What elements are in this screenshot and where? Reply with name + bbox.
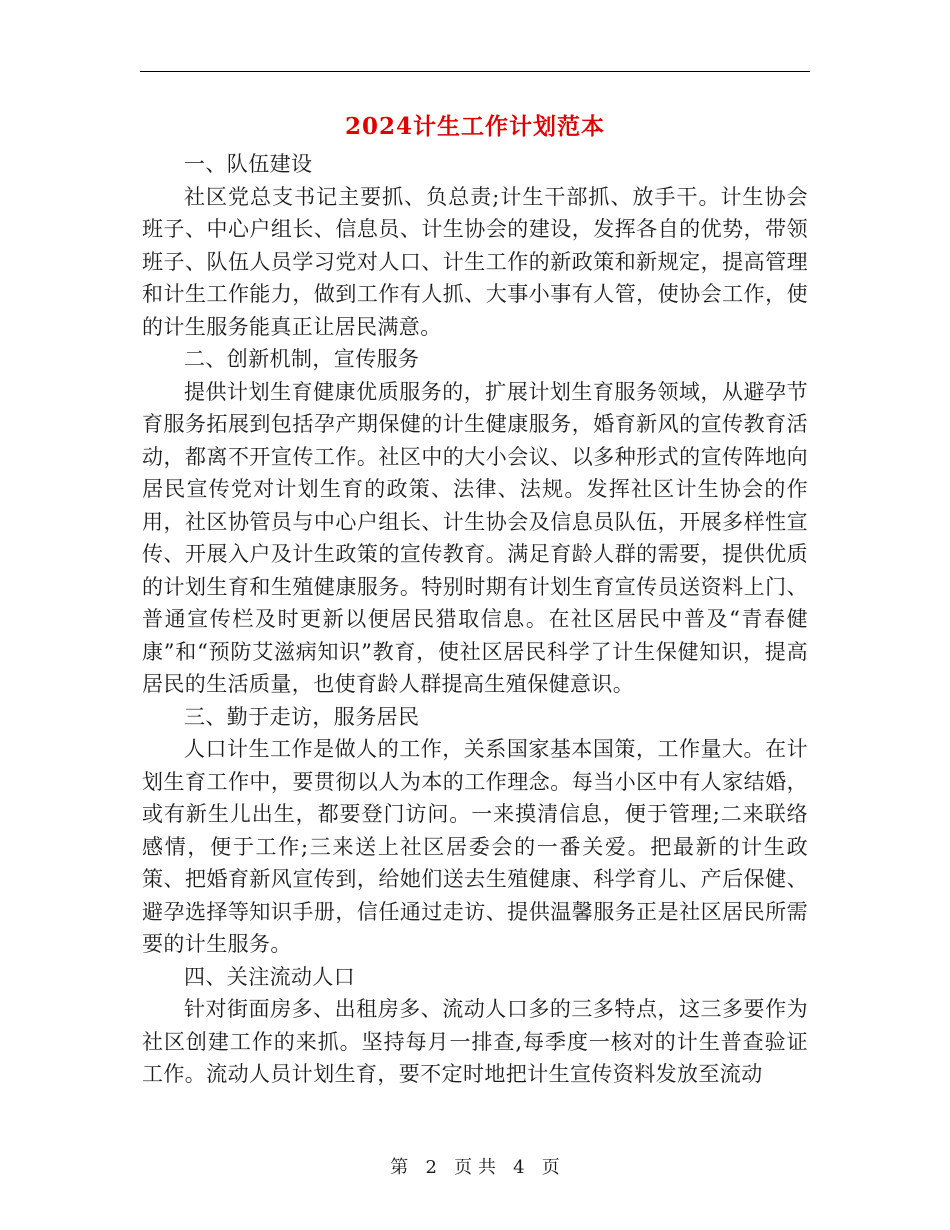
document-body: [142, 148, 808, 1091]
header-rule: [140, 71, 810, 72]
body-paragraph: 社区党总支书记主要抓、负总责;计生干部抓、放手干。计生协会班子、中心户组长、信息员、计生协会的建设，发挥各自的优势，带领班子、队伍人员学习党对人口、计生工作的新政策和新规定，提高管理和计生工作能力，做到工作有人抓、大事小事有人管，使协会工作，使的计生服务能真正让居民满意。: [142, 184, 808, 339]
body-paragraph: 人口计生工作是做人的工作，关系国家基本国策，工作量大。在计划生育工作中，要贯彻以人为本的工作理念。每当小区中有人家结婚，或有新生儿出生，都要登门访问。一来摸清信息，便于管理;二来联络感情，便于工作;三来送上社区居委会的一番关爱。把最新的计生政策、把婚育新风宣传到，给她们送去生殖健康、科学育儿、产后保健、避孕选择等知识手册，信任通过走访、提供温馨服务正是社区居民所需要的计生服务。: [142, 737, 808, 956]
footer-suffix: 页: [541, 1157, 560, 1178]
section-heading-2: 二、创新机制，宣传服务: [184, 347, 420, 371]
body-paragraph: 针对街面房多、出租房多、流动人口多的三多特点，这三多要作为社区创建工作的来抓。坚持每月一排查,每季度一核对的计生普查验证工作。流动人员计划生育，要不定时地把计生宣传资料发放至流动: [142, 997, 808, 1086]
footer-total-pages: 4: [513, 1157, 525, 1178]
section-heading-3: 三、勤于走访，服务居民: [184, 704, 420, 729]
footer-middle: 页 共: [454, 1157, 496, 1178]
section-heading-4: 四、关注流动人口: [184, 964, 356, 989]
footer-prefix: 第: [390, 1157, 409, 1178]
footer-current-page: 2: [425, 1157, 437, 1178]
body-paragraph: 提供计划生育健康优质服务的，扩展计划生育服务领域，从避孕节育服务拓展到包括孕产期保健的计生健康服务，婚育新风的宣传教育活动，都离不开宣传工作。社区中的大小会议、以多种形式的宣传阵地向居民宣传党对计划生育的政策、法律、法规。发挥社区计生协会的作用，社区协管员与中心户组长、计生协会及信息员队伍，开展多样性宣传、开展入户及计生政策的宣传教育。满足育龄人群的需要，提供优质的计划生育和生殖健康服务。特别时期有计划生育宣传员送资料上门、普通宣传栏及时更新以便居民猎取信息。在社区居民中普及“青春健康”和“预防艾滋病知识”教育，使社区居民科学了计生保健知识，提高居民的生活质量，也使育龄人群提高生殖保健意识。: [142, 379, 808, 696]
document-title: 2024计生工作计划范本: [344, 113, 605, 140]
page-footer: [0, 1153, 950, 1179]
section-heading-1: 一、队伍建设: [184, 152, 313, 176]
